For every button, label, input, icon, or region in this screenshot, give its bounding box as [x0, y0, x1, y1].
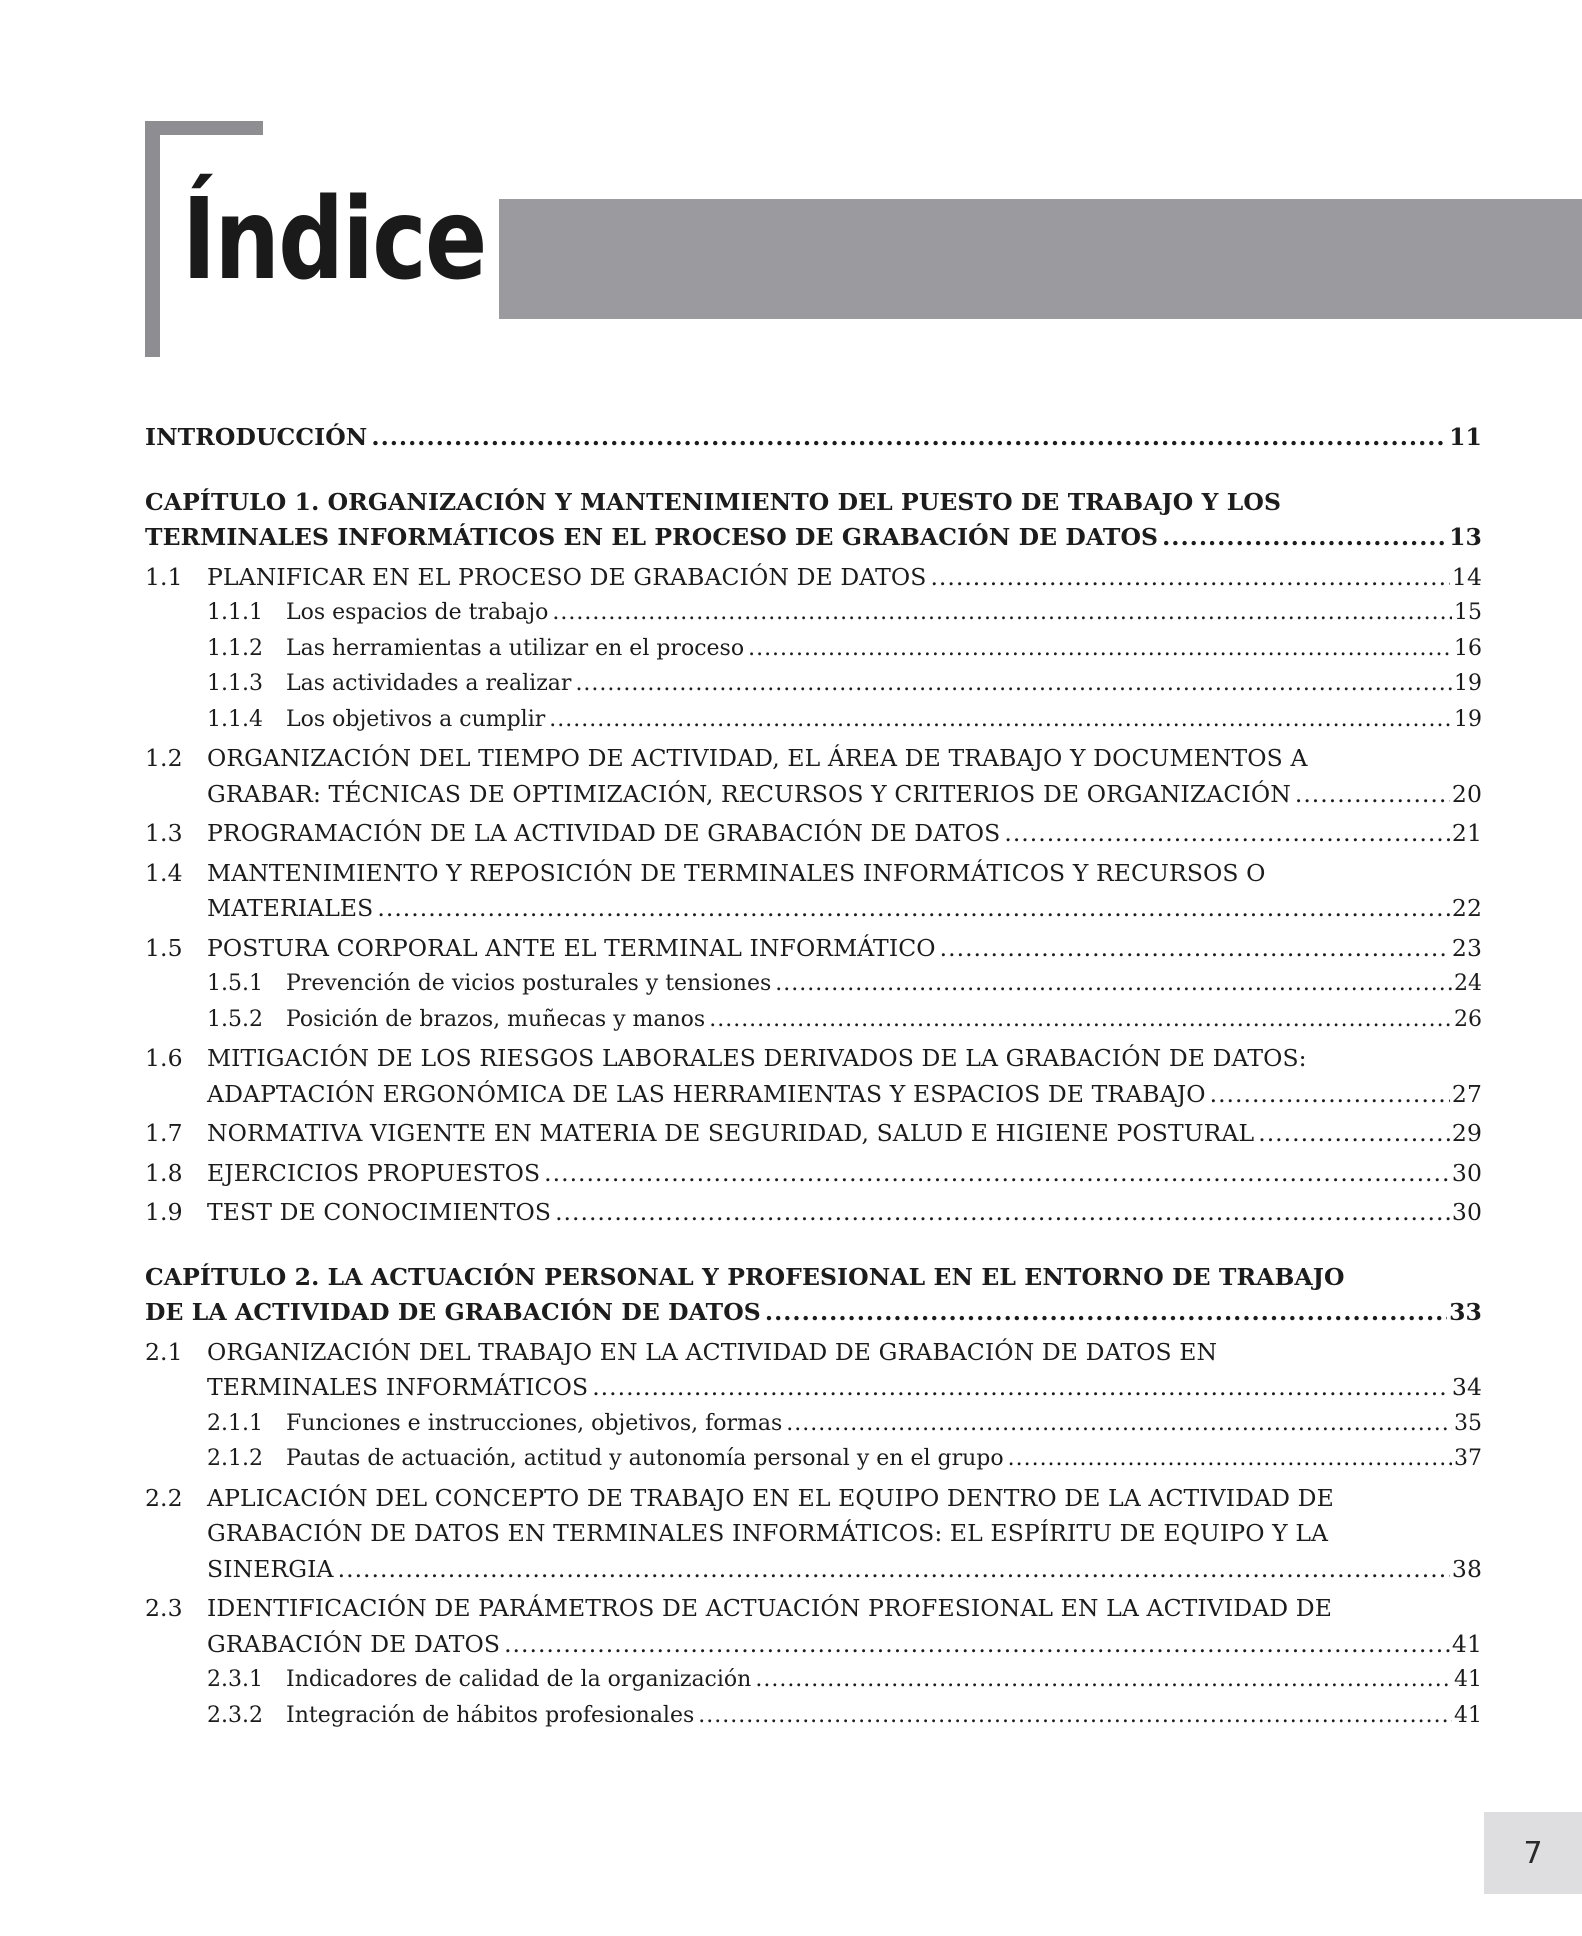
- dot-leader: [549, 702, 1452, 738]
- toc-entry-page: 16: [1454, 635, 1482, 661]
- toc-entry-section[interactable]: [145, 1335, 1482, 1406]
- toc-entry-page: 35: [1454, 1410, 1482, 1436]
- toc-entry-title-line: GRABACIÓN DE DATOS EN TERMINALES INFORMÁTICOS: EL ESPÍRITU DE EQUIPO Y LA: [207, 1519, 1329, 1547]
- dot-leader: [1004, 816, 1450, 852]
- dot-leader: [930, 560, 1449, 596]
- toc-entry-number: 1.1.3: [207, 671, 263, 696]
- toc-entry-title-line: CAPÍTULO 1. ORGANIZACIÓN Y MANTENIMIENTO DEL PUESTO DE TRABAJO Y LOS: [145, 487, 1282, 516]
- toc-entry-page: 23: [1451, 933, 1482, 962]
- toc-entry-title: Pautas de actuación, actitud y autonomía personal y en el grupo: [286, 1446, 1004, 1471]
- toc-entry-number: 1.2: [145, 744, 183, 772]
- toc-entry-title: TERMINALES INFORMÁTICOS: [207, 1373, 589, 1401]
- page-title: Índice: [182, 175, 486, 305]
- toc-entry-number: 2.1: [145, 1337, 183, 1366]
- toc-entry-number: 2.2: [145, 1483, 183, 1512]
- toc-entry-title: Prevención de vicios posturales y tensiones: [286, 971, 772, 996]
- toc-entry-page: 19: [1454, 671, 1482, 696]
- toc-entry-sub[interactable]: [145, 1662, 1482, 1698]
- toc-entry-section[interactable]: [145, 741, 1482, 812]
- toc-entry-sub[interactable]: [145, 631, 1482, 667]
- dot-leader: [544, 1156, 1450, 1192]
- toc-entry-title: PLANIFICAR EN EL PROCESO DE GRABACIÓN DE DATOS: [207, 562, 927, 591]
- dot-leader: [765, 1295, 1447, 1331]
- dot-leader: [504, 1627, 1450, 1663]
- toc-entry-chapter[interactable]: [145, 485, 1482, 556]
- toc-entry-title: GRABAR: TÉCNICAS DE OPTIMIZACIÓN, RECURSOS Y CRITERIOS DE ORGANIZACIÓN: [207, 779, 1291, 808]
- toc-entry-page: 19: [1454, 706, 1482, 732]
- toc-entry-number: 1.3: [145, 819, 183, 847]
- toc-entry-section[interactable]: [145, 856, 1482, 927]
- dot-leader: [786, 1406, 1452, 1442]
- toc-entry-title-line: APLICACIÓN DEL CONCEPTO DE TRABAJO EN EL EQUIPO DENTRO DE LA ACTIVIDAD DE: [207, 1483, 1334, 1512]
- toc-entry-number: 1.4: [145, 858, 183, 887]
- dot-leader: [552, 595, 1452, 631]
- title-bracket-horizontal: [145, 121, 263, 135]
- toc-entry-section[interactable]: [145, 1041, 1482, 1112]
- toc-entry-section[interactable]: [145, 931, 1482, 967]
- dot-leader: [775, 966, 1452, 1002]
- dot-leader: [555, 1195, 1450, 1231]
- toc-entry-title: EJERCICIOS PROPUESTOS: [207, 1158, 541, 1187]
- toc-entry-title: Las herramientas a utilizar en el proceso: [286, 635, 745, 661]
- toc-entry-number: 2.3: [145, 1594, 183, 1622]
- toc-entry-sub[interactable]: [145, 1002, 1482, 1038]
- toc-entry-page: 41: [1454, 1667, 1482, 1692]
- toc-entry-page: 41: [1451, 1629, 1482, 1658]
- dot-leader: [709, 1002, 1452, 1038]
- toc-entry-sub[interactable]: [145, 666, 1482, 702]
- toc-entry-section[interactable]: [145, 1116, 1482, 1152]
- toc-entry-title: MATERIALES: [207, 894, 374, 922]
- toc-entry-title-line: ORGANIZACIÓN DEL TIEMPO DE ACTIVIDAD, EL ÁREA DE TRABAJO Y DOCUMENTOS A: [207, 744, 1308, 772]
- title-decor-bar: [499, 199, 1582, 319]
- dot-leader: [1008, 1441, 1452, 1477]
- toc-entry-title: GRABACIÓN DE DATOS: [207, 1629, 501, 1658]
- toc-entry-number: 1.6: [145, 1044, 183, 1072]
- dot-leader: [1258, 1116, 1450, 1152]
- toc-entry-page: 13: [1449, 523, 1482, 551]
- toc-entry-title: TEST DE CONOCIMIENTOS: [207, 1198, 552, 1226]
- dot-leader: [940, 931, 1450, 967]
- toc-entry-title: INTRODUCCIÓN: [145, 423, 368, 451]
- dot-leader: [592, 1370, 1450, 1406]
- toc-entry-number: 2.3.1: [207, 1667, 263, 1692]
- toc-entry-title: Indicadores de calidad de la organización: [286, 1667, 752, 1692]
- toc-entry-section[interactable]: [145, 1195, 1482, 1231]
- toc-entry-title-line: ORGANIZACIÓN DEL TRABAJO EN LA ACTIVIDAD DE GRABACIÓN DE DATOS EN: [207, 1337, 1218, 1366]
- toc-entry-number: 1.5.1: [207, 971, 263, 996]
- toc-entry-page: 11: [1449, 423, 1482, 451]
- title-bracket-vertical: [145, 121, 160, 357]
- toc-entry-page: 22: [1451, 894, 1482, 922]
- dot-leader: [698, 1698, 1452, 1734]
- toc-entry-sub[interactable]: [145, 1406, 1482, 1442]
- toc-entry-title: Funciones e instrucciones, objetivos, formas: [286, 1410, 783, 1436]
- dot-leader: [377, 891, 1450, 927]
- toc-entry-page: 38: [1451, 1554, 1482, 1583]
- dot-leader: [1162, 520, 1447, 556]
- toc-entry-sub[interactable]: [145, 595, 1482, 631]
- toc-entry-number: 2.3.2: [207, 1702, 263, 1728]
- toc-entry-title: NORMATIVA VIGENTE EN MATERIA DE SEGURIDAD, SALUD E HIGIENE POSTURAL: [207, 1119, 1255, 1147]
- toc-entry-section[interactable]: [145, 560, 1482, 596]
- toc-entry-page: 30: [1451, 1158, 1482, 1187]
- toc-entry-title: POSTURA CORPORAL ANTE EL TERMINAL INFORMÁTICO: [207, 933, 936, 962]
- toc-entry-page: 24: [1454, 971, 1482, 996]
- toc-entry-page: 34: [1451, 1373, 1482, 1401]
- toc-entry-page: 37: [1454, 1446, 1482, 1471]
- toc-entry-title: PROGRAMACIÓN DE LA ACTIVIDAD DE GRABACIÓN DE DATOS: [207, 819, 1001, 847]
- toc-entry-number: 1.1.4: [207, 706, 263, 732]
- toc-entry-sub[interactable]: [145, 1441, 1482, 1477]
- toc-entry-chapter[interactable]: [145, 420, 1482, 456]
- toc-entry-title: Las actividades a realizar: [286, 671, 572, 696]
- toc-entry-section[interactable]: [145, 1156, 1482, 1192]
- toc-entry-title: Los espacios de trabajo: [286, 600, 549, 625]
- toc-entry-title: ADAPTACIÓN ERGONÓMICA DE LAS HERRAMIENTAS Y ESPACIOS DE TRABAJO: [207, 1079, 1206, 1108]
- toc-entry-number: 2.1.1: [207, 1410, 263, 1436]
- toc-entry-section[interactable]: [145, 1591, 1482, 1662]
- toc-entry-number: 1.7: [145, 1119, 183, 1147]
- toc-entry-title: SINERGIA: [207, 1554, 334, 1583]
- toc-entry-title-line: MANTENIMIENTO Y REPOSICIÓN DE TERMINALES INFORMÁTICOS Y RECURSOS O: [207, 858, 1266, 887]
- toc-entry-sub[interactable]: [145, 702, 1482, 738]
- dot-leader: [575, 666, 1452, 702]
- toc-entry-number: 2.1.2: [207, 1446, 263, 1471]
- toc-entry-chapter[interactable]: [145, 1260, 1482, 1331]
- dot-leader: [371, 420, 1447, 456]
- toc-entry-page: 29: [1451, 1119, 1482, 1147]
- dot-leader: [748, 631, 1452, 667]
- toc-entry-sub[interactable]: [145, 1698, 1482, 1734]
- toc-entry-page: 20: [1451, 779, 1482, 808]
- toc-entry-page: 14: [1451, 562, 1482, 591]
- toc-entry-section[interactable]: [145, 1481, 1482, 1588]
- toc-entry-sub[interactable]: [145, 966, 1482, 1002]
- toc-entry-page: 15: [1454, 600, 1482, 625]
- toc-entry-title: DE LA ACTIVIDAD DE GRABACIÓN DE DATOS: [145, 1298, 761, 1326]
- dot-leader: [1295, 777, 1450, 813]
- dot-leader: [755, 1662, 1452, 1698]
- toc-entry-number: 1.5: [145, 933, 183, 962]
- toc-entry-number: 1.1: [145, 562, 183, 591]
- page-number-box: [1484, 1812, 1582, 1894]
- toc-entry-number: 1.9: [145, 1198, 183, 1226]
- toc-entry-number: 1.5.2: [207, 1006, 263, 1032]
- toc-entry-title: Integración de hábitos profesionales: [286, 1702, 695, 1728]
- toc-entry-section[interactable]: [145, 816, 1482, 852]
- toc-entry-number: 1.1.1: [207, 600, 263, 625]
- toc-entry-title-line: IDENTIFICACIÓN DE PARÁMETROS DE ACTUACIÓN PROFESIONAL EN LA ACTIVIDAD DE: [207, 1594, 1332, 1622]
- toc-entry-page: 33: [1449, 1298, 1482, 1326]
- page-number: 7: [1523, 1835, 1543, 1871]
- toc-entry-page: 27: [1451, 1079, 1482, 1108]
- dot-leader: [338, 1552, 1450, 1588]
- toc-entry-title: Posición de brazos, muñecas y manos: [286, 1006, 706, 1032]
- toc-entry-number: 1.1.2: [207, 635, 263, 661]
- toc-entry-title: Los objetivos a cumplir: [286, 706, 546, 732]
- toc-entry-title-line: CAPÍTULO 2. LA ACTUACIÓN PERSONAL Y PROFESIONAL EN EL ENTORNO DE TRABAJO: [145, 1262, 1345, 1291]
- toc-entry-title: TERMINALES INFORMÁTICOS EN EL PROCESO DE GRABACIÓN DE DATOS: [145, 523, 1159, 551]
- toc-entry-page: 26: [1454, 1006, 1482, 1032]
- dot-leader: [1210, 1077, 1450, 1113]
- toc-entry-title-line: MITIGACIÓN DE LOS RIESGOS LABORALES DERIVADOS DE LA GRABACIÓN DE DATOS:: [207, 1044, 1307, 1072]
- table-of-contents: [145, 420, 1482, 1733]
- toc-entry-page: 30: [1451, 1198, 1482, 1226]
- toc-entry-number: 1.8: [145, 1158, 183, 1187]
- toc-entry-page: 21: [1451, 819, 1482, 847]
- toc-entry-page: 41: [1454, 1702, 1482, 1728]
